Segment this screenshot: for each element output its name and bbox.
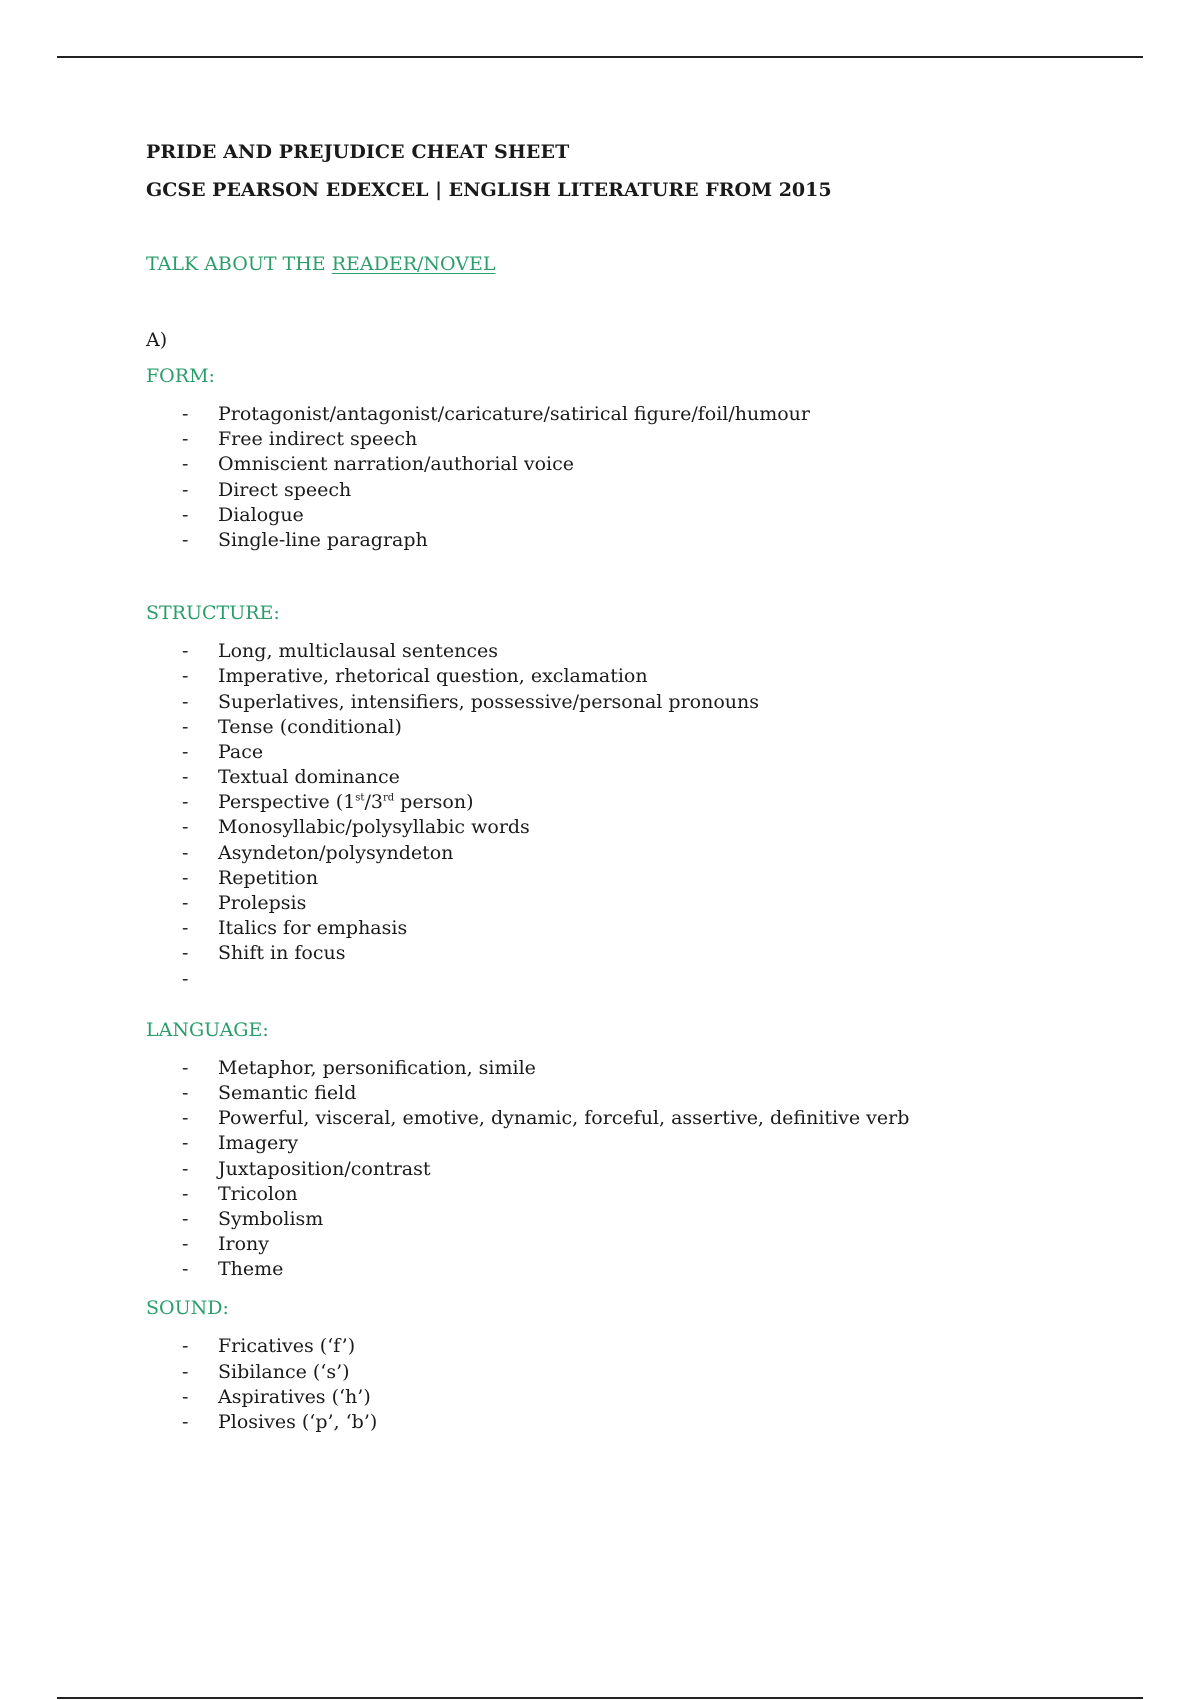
list-item-empty: - xyxy=(182,967,189,990)
list-item: - Protagonist/antagonist/caricature/satirical figure/foil/humour xyxy=(182,403,811,425)
form-heading: FORM: xyxy=(146,365,215,387)
list-item: - Tense (conditional) xyxy=(182,715,402,738)
form-list xyxy=(146,402,1146,553)
list-item: - Semantic field xyxy=(182,1081,357,1104)
list-item: - Perspective (1st/3rd person) xyxy=(182,791,474,814)
list-item: - Prolepsis xyxy=(182,892,307,914)
list-item: - Long, multiclausal sentences xyxy=(182,640,499,663)
perspective-item: Perspective (1st/3rd person) xyxy=(218,791,474,814)
list-item: - Italics for emphasis xyxy=(182,917,408,940)
list-item: - Textual dominance xyxy=(182,766,400,789)
part-label: A) xyxy=(146,329,168,351)
list-item: - Tricolon xyxy=(182,1182,298,1205)
reader-novel-link[interactable]: READER/NOVEL xyxy=(331,253,496,275)
list-item: - Repetition xyxy=(182,866,319,889)
list-item: - Fricatives (‘f’) xyxy=(182,1335,356,1358)
language-list xyxy=(146,1056,1146,1283)
bottom-rule xyxy=(57,1697,1143,1699)
list-item: - Monosyllabic/polysyllabic words xyxy=(182,816,530,839)
list-item: - Theme xyxy=(182,1258,284,1281)
structure-list xyxy=(146,639,1146,992)
list-item: - Single-line paragraph xyxy=(182,528,428,551)
list-item: - Direct speech xyxy=(182,478,352,501)
list-item: - Imagery xyxy=(182,1132,299,1155)
structure-heading: STRUCTURE: xyxy=(146,602,280,625)
document-body xyxy=(146,138,1146,1435)
list-item: - Dialogue xyxy=(182,503,304,526)
list-item: - Imperative, rhetorical question, exclamation xyxy=(182,665,648,688)
list-item: - Pace xyxy=(182,740,264,763)
document-subtitle: GCSE PEARSON EDEXCEL | ENGLISH LITERATURE FROM 2015 xyxy=(146,179,832,201)
sound-list xyxy=(146,1334,1146,1435)
sound-heading: SOUND: xyxy=(146,1297,229,1320)
list-item: - Shift in focus xyxy=(182,942,346,965)
language-heading: LANGUAGE: xyxy=(146,1018,269,1041)
talk-prefix: TALK ABOUT THE xyxy=(146,253,332,275)
list-item: - Irony xyxy=(182,1233,269,1256)
talk-about-line xyxy=(146,250,1146,278)
list-item: - Aspiratives (‘h’) xyxy=(182,1385,371,1408)
list-item: - Symbolism xyxy=(182,1207,324,1230)
list-item: - Asyndeton/polysyndeton xyxy=(182,841,454,864)
list-item: - Sibilance (‘s’) xyxy=(182,1360,350,1383)
list-item: - Plosives (‘p’, ‘b’) xyxy=(182,1411,378,1433)
document-title: PRIDE AND PREJUDICE CHEAT SHEET xyxy=(146,141,570,163)
list-item: - Free indirect speech xyxy=(182,428,418,451)
list-item: - Omniscient narration/authorial voice xyxy=(182,453,574,476)
list-item: - Powerful, visceral, emotive, dynamic, forceful, assertive, definitive verb xyxy=(182,1107,910,1130)
list-item: - Metaphor, personification, simile xyxy=(182,1056,536,1079)
top-rule xyxy=(57,56,1143,58)
list-item: - Juxtaposition/contrast xyxy=(182,1157,431,1180)
list-item: - Superlatives, intensifiers, possessive/personal pronouns xyxy=(182,690,759,713)
